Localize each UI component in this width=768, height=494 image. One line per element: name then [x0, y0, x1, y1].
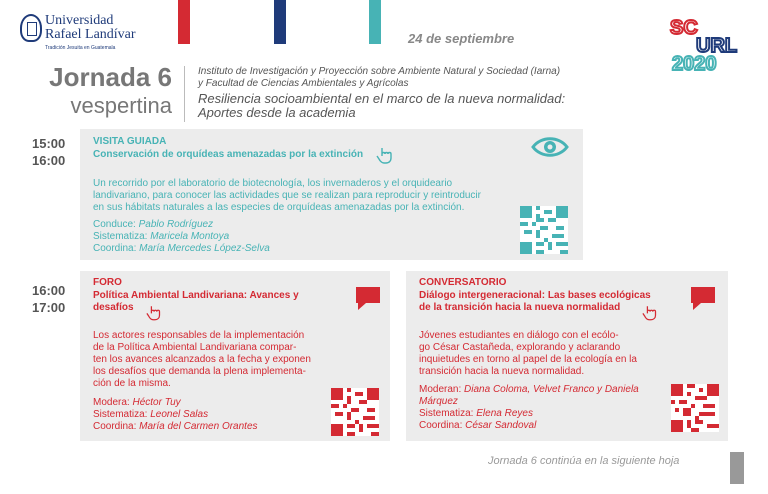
credit-name: César Sandoval	[465, 420, 537, 431]
title-line: Diálogo intergeneracional: Las bases ecológicas	[419, 290, 651, 301]
eye-icon	[531, 135, 569, 159]
desc-line: los desafíos que demanda la plena implementa-	[93, 366, 306, 377]
credit-row	[419, 396, 639, 408]
page-corner-decoration	[730, 452, 744, 484]
qr-code[interactable]	[331, 388, 379, 436]
credit-row	[419, 420, 639, 432]
title-line: desafíos	[93, 302, 134, 313]
desc-line: go César Castañeda, explorando y aclarando	[419, 342, 621, 353]
title-line: Política Ambiental Landivariana: Avances y	[93, 290, 299, 301]
hand-pointer-icon	[642, 304, 660, 321]
desc-line: de la Política Ambiental Landivariana compar-	[93, 342, 297, 353]
desc-line: inquietudes en torno al papel de la ecología en la	[419, 354, 637, 365]
credit-row	[419, 384, 639, 396]
hand-pointer-icon	[146, 304, 164, 321]
slot2-time-end: 17:00	[32, 300, 66, 315]
credit-name: Elena Reyes	[476, 408, 533, 419]
slot1-category: VISITA GUIADA	[93, 136, 167, 147]
slot1-desc-line: en sus hábitats naturales a las especies de orquídeas amenazadas por la extinción.	[93, 202, 465, 213]
title-line: de la transición hacia la nueva normalidad	[419, 302, 621, 313]
conversatorio-card	[406, 271, 728, 441]
credit-role: Conduce:	[93, 219, 139, 230]
scurl-2020-logo	[666, 14, 750, 72]
slot2-left-credits	[93, 397, 258, 433]
credit-row	[93, 409, 258, 421]
logo-tagline: Tradición Jesuita en Guatemala	[45, 45, 116, 51]
credit-name: Leonel Salas	[150, 409, 209, 420]
credit-role: Coordina:	[93, 421, 140, 432]
slot2-left-category: FORO	[93, 277, 122, 288]
theme-text	[198, 92, 565, 120]
credit-row	[93, 397, 258, 409]
institute-line-2: y Facultad de Ciencias Ambientales y Agrícolas	[198, 78, 409, 89]
university-logo	[45, 14, 136, 42]
desc-line: Los actores responsables de la implementación	[93, 330, 305, 341]
slot1-desc-line: landivariano, para conocer las actividades que se realizan para reproducir y reintroducir	[93, 190, 481, 201]
slot1-desc-line: Un recorrido por el laboratorio de biotecnología, los invernaderos y el orquideario	[93, 178, 453, 189]
heading-divider	[184, 66, 185, 122]
credit-role: Coordina:	[419, 420, 466, 431]
institute-text	[198, 66, 560, 90]
university-seal-icon	[20, 14, 42, 42]
institute-line-1: Instituto de Investigación y Proyección sobre Ambiente Natural y Sociedad (Iarna)	[198, 66, 561, 77]
top-bar-teal	[369, 0, 381, 44]
svg-text:SC: SC	[670, 17, 698, 39]
desc-line: ten los avances alcanzados a la fecha y exponen	[93, 354, 311, 365]
logo-name-line-2: Rafael Landívar	[45, 27, 136, 42]
visita-guiada-card	[80, 129, 583, 260]
slot2-right-title	[419, 290, 651, 314]
logo-name-line-1: Universidad	[45, 13, 114, 28]
slot1-time	[32, 135, 65, 169]
speech-bubble-icon	[689, 285, 717, 311]
qr-code[interactable]	[671, 384, 719, 432]
credit-name: Maricela Montoya	[150, 231, 230, 242]
credit-row	[93, 421, 258, 433]
slot2-right-category: CONVERSATORIO	[419, 277, 507, 288]
credit-name: Márquez	[419, 396, 458, 407]
credit-role: Sistematiza:	[93, 409, 151, 420]
qr-code[interactable]	[520, 206, 568, 254]
credit-name: Pablo Rodríguez	[138, 219, 214, 230]
speech-bubble-icon	[354, 285, 382, 311]
hand-pointer-icon	[376, 146, 396, 164]
slot1-time-end: 16:00	[32, 153, 66, 168]
credit-role: Modera:	[93, 397, 133, 408]
slot1-credit-row	[93, 231, 270, 243]
svg-text:URL: URL	[696, 35, 738, 57]
theme-line-2: Aportes desde la academia	[198, 105, 356, 120]
continue-note: Jornada 6 continúa en la siguiente hoja	[488, 455, 680, 467]
slot2-time	[32, 282, 65, 316]
slot2-right-description	[419, 330, 637, 378]
credit-name: Diana Coloma, Velvet Franco y Daniela	[464, 384, 639, 395]
slot1-time-start: 15:00	[32, 136, 66, 151]
event-date: 24 de septiembre	[408, 31, 515, 46]
slot1-description	[93, 178, 481, 214]
credit-row	[419, 408, 639, 420]
desc-line: Jóvenes estudiantes en diálogo con el ecólo-	[419, 330, 619, 341]
slot1-credit-row	[93, 243, 270, 255]
session-label: vespertina	[70, 93, 172, 118]
slot1-credits	[93, 219, 270, 255]
theme-line-1: Resiliencia socioambiental en el marco de la nueva normalidad:	[198, 91, 566, 106]
credit-name: Héctor Tuy	[132, 397, 181, 408]
credit-name: María Mercedes López-Selva	[139, 243, 270, 254]
slot1-credit-row	[93, 219, 270, 231]
desc-line: transición hacia la nueva normalidad.	[419, 366, 585, 377]
slot2-left-description	[93, 330, 311, 390]
jornada-title: Jornada 6	[49, 62, 172, 92]
credit-role: Sistematiza:	[419, 408, 477, 419]
top-bar-navy	[274, 0, 286, 44]
slot2-left-title	[93, 290, 299, 314]
svg-text:2020: 2020	[672, 53, 717, 72]
slot2-right-credits	[419, 384, 639, 432]
slot1-title: Conservación de orquídeas amenazadas por la extinción	[93, 149, 364, 160]
credit-role: Sistematiza:	[93, 231, 151, 242]
top-bar-red	[178, 0, 190, 44]
credit-role: Moderan:	[419, 384, 465, 395]
credit-name: María del Carmen Orantes	[139, 421, 258, 432]
foro-card	[80, 271, 390, 441]
credit-role: Coordina:	[93, 243, 140, 254]
slot2-time-start: 16:00	[32, 283, 66, 298]
desc-line: ción de la misma.	[93, 378, 171, 389]
